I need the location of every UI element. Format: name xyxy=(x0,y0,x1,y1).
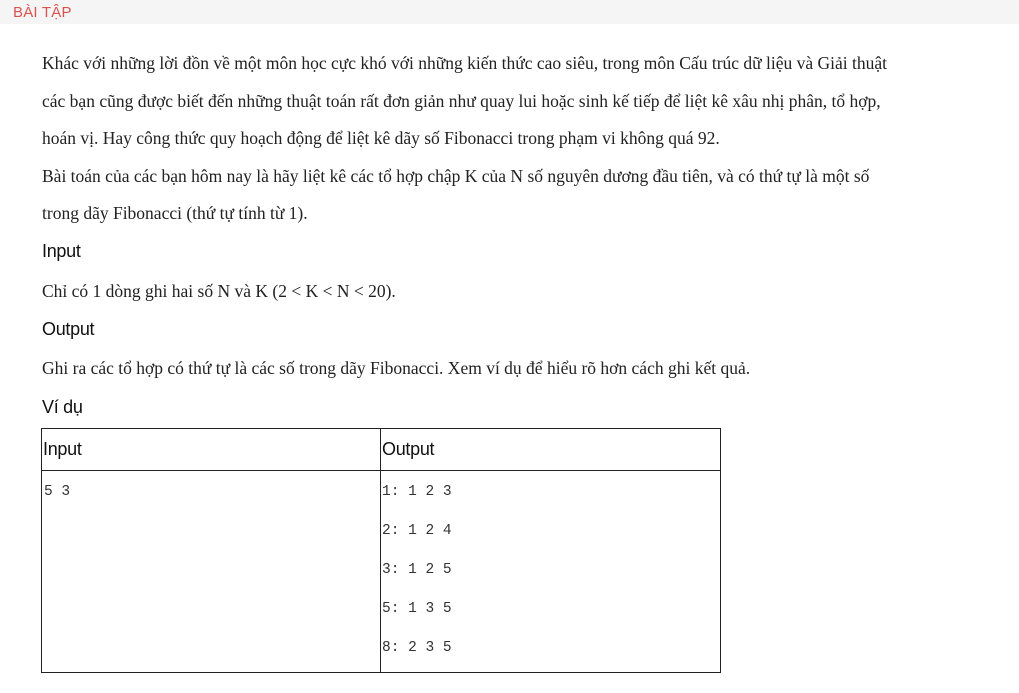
statement-line-2: các bạn cũng được biết đến những thuật toán rất đơn giản như quay lui hoặc sinh kế tiếp để liệt kê xâu nhị phân, tổ hợp, xyxy=(42,91,881,111)
section-header-bar xyxy=(0,0,1019,24)
input-description: Chỉ có 1 dòng ghi hai số N và K (2 < K < N < 20). xyxy=(42,281,396,301)
statement-line-1: Khác với những lời đồn về một môn học cực khó với những kiến thức cao siêu, trong môn Cấu trúc dữ liệu và Giải thuật xyxy=(42,53,888,73)
example-input-cell xyxy=(42,471,381,673)
output-line: 2: 1 2 4 xyxy=(382,523,452,539)
table-header-output: Output xyxy=(381,429,721,471)
output-line: 3: 1 2 5 xyxy=(382,562,452,578)
table-header-row xyxy=(42,429,721,471)
output-heading: Output xyxy=(42,319,95,339)
section-title: BÀI TẬP xyxy=(13,4,72,21)
input-heading: Input xyxy=(42,241,81,261)
output-description: Ghi ra các tổ hợp có thứ tự là các số trong dãy Fibonacci. Xem ví dụ để hiểu rõ hơn cách ghi kết quả. xyxy=(42,358,751,378)
example-input-value: 5 3 xyxy=(44,484,71,500)
example-heading: Ví dụ xyxy=(42,397,83,417)
example-output-cell xyxy=(381,471,721,673)
output-line: 8: 2 3 5 xyxy=(382,640,452,656)
output-line: 1: 1 2 3 xyxy=(382,484,452,500)
statement-line-3: hoán vị. Hay công thức quy hoạch động để liệt kê dãy số Fibonacci trong phạm vi không quá 92. xyxy=(42,128,720,148)
table-header-input: Input xyxy=(42,429,381,471)
table-row xyxy=(42,471,721,673)
statement-line-5: trong dãy Fibonacci (thứ tự tính từ 1). xyxy=(42,203,308,223)
example-table xyxy=(41,428,721,673)
output-line: 5: 1 3 5 xyxy=(382,601,452,617)
statement-line-4: Bài toán của các bạn hôm nay là hãy liệt kê các tổ hợp chập K của N số nguyên dương đầu tiên, và có thứ tự là một số xyxy=(42,166,870,186)
